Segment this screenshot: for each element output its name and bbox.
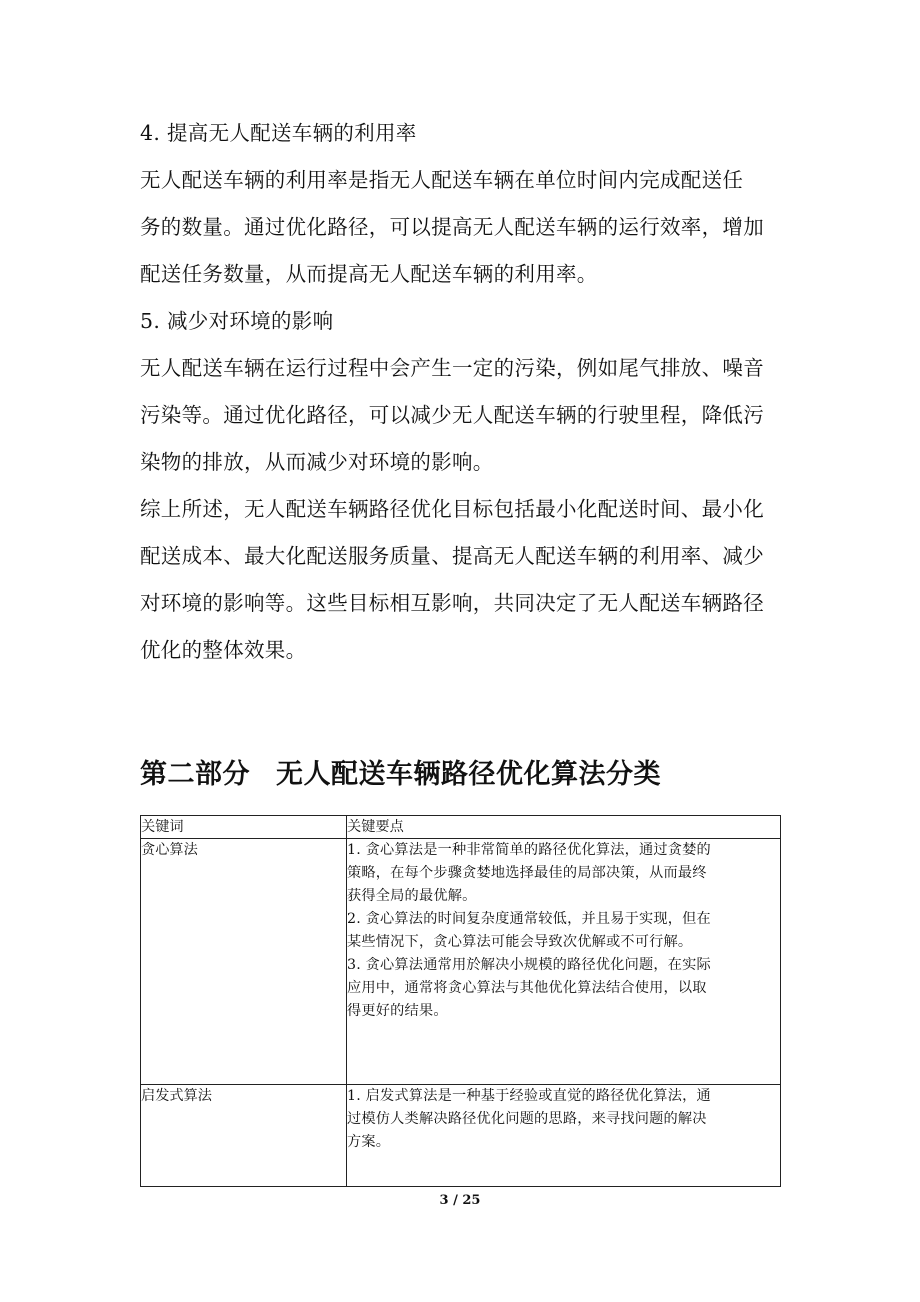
table-header-row bbox=[141, 816, 781, 839]
keypoint-line: 1. 启发式算法是一种基于经验或直觉的路径优化算法，通 bbox=[347, 1088, 711, 1104]
table-row bbox=[141, 1085, 781, 1187]
keypoint-line: 2. 贪心算法的时间复杂度通常较低，并且易于实现，但在 bbox=[347, 911, 711, 927]
paragraph-line: 综上所述，无人配送车辆路径优化目标包括最小化配送时间、最小化 bbox=[140, 497, 764, 521]
keypoints-cell bbox=[347, 1085, 781, 1187]
keypoint-line: 获得全局的最优解。 bbox=[347, 888, 477, 904]
subheading-utilization: 4. 提高无人配送车辆的利用率 bbox=[140, 121, 417, 145]
keypoint-line: 1. 贪心算法是一种非常简单的路径优化算法，通过贪婪的 bbox=[347, 842, 711, 858]
section-number: 第二部分 bbox=[140, 759, 250, 790]
keypoint-line: 得更好的结果。 bbox=[347, 1003, 448, 1019]
header-keyword: 关键词 bbox=[141, 816, 347, 839]
body-text bbox=[140, 110, 790, 674]
section-title: 无人配送车辆路径优化算法分类 bbox=[276, 759, 661, 790]
paragraph-line: 对环境的影响等。这些目标相互影响，共同决定了无人配送车辆路径 bbox=[140, 591, 764, 615]
paragraph-line: 无人配送车辆的利用率是指无人配送车辆在单位时间内完成配送任 bbox=[140, 168, 744, 192]
keypoint-line: 3. 贪心算法通常用於解决小规模的路径优化问题，在实际 bbox=[347, 957, 711, 973]
keypoint-line: 过模仿人类解决路径优化问题的思路，来寻找问题的解决 bbox=[347, 1111, 707, 1127]
section-heading bbox=[140, 752, 661, 791]
paragraph-line: 务的数量。通过优化路径，可以提高无人配送车辆的运行效率，增加 bbox=[140, 215, 764, 239]
paragraph-line: 优化的整体效果。 bbox=[140, 638, 307, 662]
keypoint-line: 某些情况下，贪心算法可能会导致次优解或不可行解。 bbox=[347, 934, 693, 950]
keypoints-table bbox=[140, 815, 781, 1187]
keyword-cell: 贪心算法 bbox=[141, 839, 347, 1085]
keypoint-line: 方案。 bbox=[347, 1134, 391, 1150]
keypoints-cell bbox=[347, 839, 781, 1085]
table-row bbox=[141, 839, 781, 1085]
paragraph-line: 配送成本、最大化配送服务质量、提高无人配送车辆的利用率、减少 bbox=[140, 544, 764, 568]
paragraph-line: 无人配送车辆在运行过程中会产生一定的污染，例如尾气排放、噪音 bbox=[140, 356, 764, 380]
paragraph-line: 污染等。通过优化路径，可以减少无人配送车辆的行驶里程，降低污 bbox=[140, 403, 764, 427]
keypoint-line: 策略，在每个步骤贪婪地选择最佳的局部决策，从而最终 bbox=[347, 865, 707, 881]
header-keypoints: 关键要点 bbox=[347, 816, 781, 839]
subheading-environment: 5. 减少对环境的影响 bbox=[140, 309, 334, 333]
paragraph-line: 配送任务数量，从而提高无人配送车辆的利用率。 bbox=[140, 262, 598, 286]
keyword-cell: 启发式算法 bbox=[141, 1085, 347, 1187]
keypoint-line: 应用中，通常将贪心算法与其他优化算法结合使用，以取 bbox=[347, 980, 707, 996]
page-number: 3 / 25 bbox=[439, 1193, 481, 1208]
paragraph-line: 染物的排放，从而减少对环境的影响。 bbox=[140, 450, 494, 474]
